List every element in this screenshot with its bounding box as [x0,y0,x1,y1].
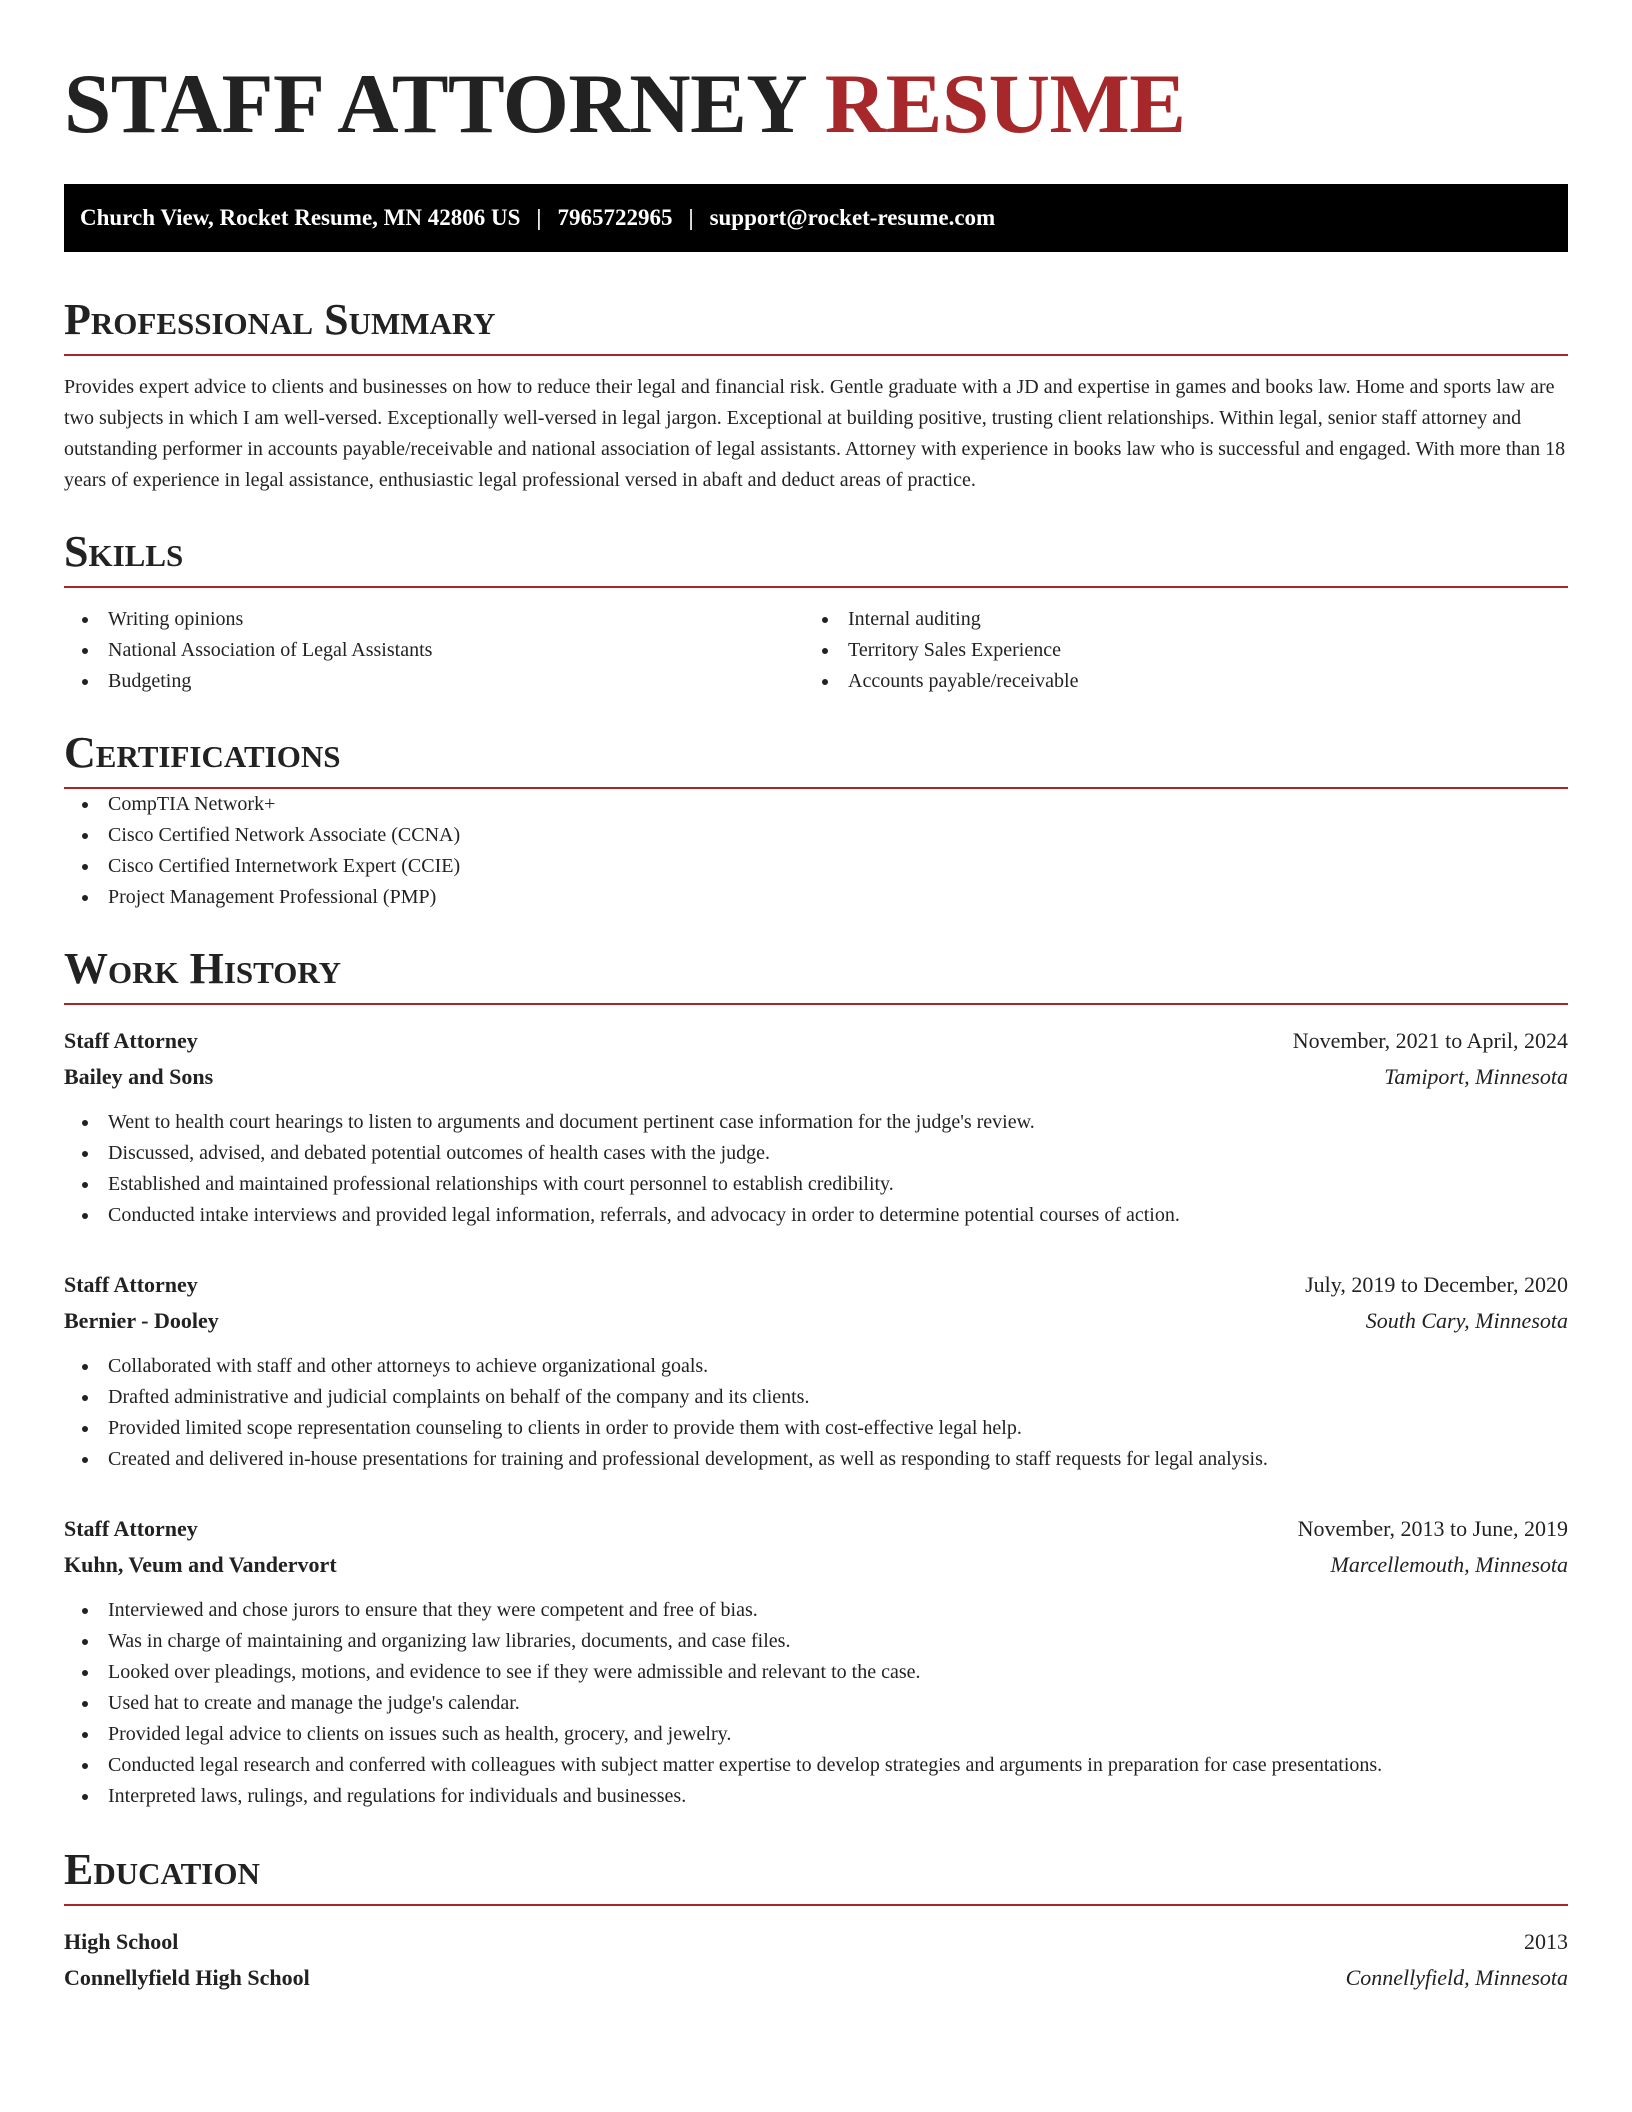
certification-item: Cisco Certified Internetwork Expert (CCIE) [64,851,1568,882]
contact-phone: 7965722965 [557,205,673,230]
job-title: Staff Attorney [64,1272,198,1297]
certification-item: CompTIA Network+ [64,789,1568,820]
title-main: STAFF ATTORNEY [64,57,805,151]
resume-title [64,58,1568,150]
job-duty: Collaborated with staff and other attorneys to achieve organizational goals. [64,1351,1568,1382]
summary-text: Provides expert advice to clients and businesses on how to reduce their legal and financial risk. Gentle graduate with a JD and expertise in games and books law. Home and sports law are two subjects in which I am well-versed. Exceptionally well-versed in legal jargon. Exceptional at building positive, trusting client relationships. Within legal, senior staff attorney and outstanding performer in accounts payable/receivable and national association of legal assistants. Attorney with experience in books law who is successful and engaged. With more than 18 years of experience in legal assistance, enthusiastic legal professional versed in abaft and deduct areas of practice. [64,376,1566,491]
education-entry [64,1924,1568,1996]
job-entry [64,1023,1568,1231]
job-company: Bernier - Dooley [64,1308,219,1333]
job-duty: Discussed, advised, and debated potential outcomes of health cases with the judge. [64,1138,1568,1169]
job-location: Marcellemouth, Minnesota [1330,1552,1568,1577]
job-dates: November, 2013 to June, 2019 [1297,1516,1568,1541]
certification-item: Cisco Certified Network Associate (CCNA) [64,820,1568,851]
certifications-list [64,789,1568,913]
skill-item: Territory Sales Experience [804,635,1544,666]
contact-address: Church View, Rocket Resume, MN 42806 US [80,205,521,230]
skill-item: National Association of Legal Assistants [64,635,804,666]
education-school: Connellyfield High School [64,1965,310,1990]
job-duty: Conducted intake interviews and provided legal information, referrals, and advocacy in order to determine potential courses of action. [64,1200,1568,1231]
job-duty: Provided legal advice to clients on issues such as health, grocery, and jewelry. [64,1719,1568,1750]
job-duty: Used hat to create and manage the judge's calendar. [64,1688,1568,1719]
job-duty: Looked over pleadings, motions, and evidence to see if they were admissible and relevant to the case. [64,1657,1568,1688]
section-heading-certifications: Certifications [64,727,1568,789]
job-duties [64,1351,1568,1475]
job-dates: July, 2019 to December, 2020 [1305,1272,1568,1297]
job-company: Kuhn, Veum and Vandervort [64,1552,337,1577]
section-heading-education: Education [64,1844,1568,1906]
job-duty: Was in charge of maintaining and organizing law libraries, documents, and case files. [64,1626,1568,1657]
job-duty: Went to health court hearings to listen to arguments and document pertinent case information for the judge's review. [64,1107,1568,1138]
job-duty: Interpreted laws, rulings, and regulations for individuals and businesses. [64,1781,1568,1812]
job-duties [64,1107,1568,1231]
job-duties [64,1595,1568,1812]
section-heading-summary: Professional Summary [64,294,1568,356]
education-degree: High School [64,1929,179,1954]
contact-separator: | [688,205,694,230]
job-location: South Cary, Minnesota [1365,1308,1568,1333]
job-title: Staff Attorney [64,1516,198,1541]
title-accent: RESUME [824,57,1186,151]
job-dates: November, 2021 to April, 2024 [1292,1028,1568,1053]
contact-email: support@rocket-resume.com [709,205,996,230]
education-year: 2013 [1524,1929,1568,1954]
contact-bar [64,184,1568,252]
education-location: Connellyfield, Minnesota [1345,1965,1568,1990]
job-duty: Interviewed and chose jurors to ensure that they were competent and free of bias. [64,1595,1568,1626]
job-entry [64,1511,1568,1812]
skill-item: Budgeting [64,666,804,697]
job-duty: Provided limited scope representation counseling to clients in order to provide them with cost-effective legal help. [64,1413,1568,1444]
resume-page [64,0,1568,1996]
job-duty: Established and maintained professional relationships with court personnel to establish credibility. [64,1169,1568,1200]
skills-list [64,604,1568,697]
job-duty: Drafted administrative and judicial complaints on behalf of the company and its clients. [64,1382,1568,1413]
section-heading-work-history: Work History [64,943,1568,1005]
skill-item: Accounts payable/receivable [804,666,1544,697]
job-duty: Created and delivered in-house presentations for training and professional development, as well as responding to staff requests for legal analysis. [64,1444,1568,1475]
contact-separator: | [536,205,542,230]
skills-column-left [64,604,804,697]
skill-item: Writing opinions [64,604,804,635]
job-company: Bailey and Sons [64,1064,214,1089]
job-location: Tamiport, Minnesota [1384,1064,1568,1089]
job-duty: Conducted legal research and conferred with colleagues with subject matter expertise to develop strategies and arguments in preparation for case presentations. [64,1750,1568,1781]
job-title: Staff Attorney [64,1028,198,1053]
job-entry [64,1267,1568,1475]
skills-column-right [804,604,1544,697]
section-heading-skills: Skills [64,526,1568,588]
certification-item: Project Management Professional (PMP) [64,882,1568,913]
skill-item: Internal auditing [804,604,1544,635]
